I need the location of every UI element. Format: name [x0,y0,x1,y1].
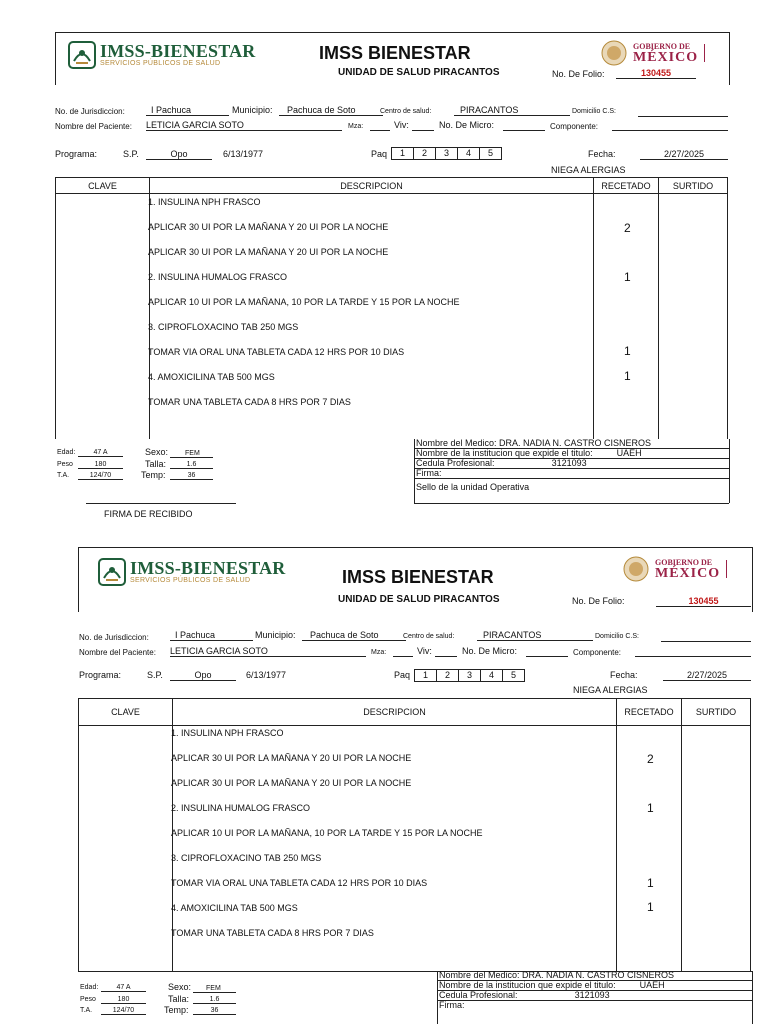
desc-line-2: APLICAR 30 UI POR LA MAÑANA Y 20 UI POR LA NOCHE [148,222,389,232]
talla-value: 1.6 [170,461,213,469]
opo-value: Opo [146,149,212,160]
paq-box-2: 2 [437,670,459,681]
temp-label: Temp: [164,1005,189,1015]
institucion-label: Nombre de la institucion que expide el titulo: [439,980,616,990]
desc-line-1: 1. INSULINA NPH FRASCO [171,728,284,738]
gob-line1: GOBIERNO DE [633,41,691,51]
viv-label: Viv: [417,646,432,656]
desc-line-7: TOMAR VIA ORAL UNA TABLETA CADA 12 HRS POR 10 DIAS [148,347,405,357]
paq-label: Paq [394,670,411,680]
firma-recibido: FIRMA DE RECIBIDO [104,509,193,519]
desc-line-6: 3. CIPROFLOXACINO TAB 250 MGS [148,322,299,332]
logo-tagline: SERVICIOS PÚBLICOS DE SALUD [100,60,221,67]
mza-value [393,656,413,657]
centro-value: PIRACANTOS [454,105,570,116]
opo-value: Opo [170,670,236,681]
centro-value: PIRACANTOS [477,630,593,641]
seal-icon [623,556,649,582]
doctor-name: Nombre del Medico: DRA. NADIA N. CASTRO CISNEROS [438,971,752,981]
fecha-value: 2/27/2025 [663,670,751,681]
municipio-value: Pachuca de Soto [279,105,383,116]
desc-line-5: APLICAR 10 UI POR LA MAÑANA, 10 POR LA TARDE Y 15 POR LA NOCHE [148,297,460,307]
paq-box-2: 2 [414,148,436,159]
alergias: NIEGA ALERGIAS [573,685,648,695]
domicilio-label: Domicilio C.S: [572,108,616,115]
desc-line-2: APLICAR 30 UI POR LA MAÑANA Y 20 UI POR LA NOCHE [171,753,412,763]
paq-box-1: 1 [392,148,414,159]
institucion-value: UAEH [616,448,642,458]
qty-3: 1 [647,876,654,890]
desc-line-6: 3. CIPROFLOXACINO TAB 250 MGS [171,853,322,863]
temp-label: Temp: [141,470,166,480]
temp-value: 36 [170,472,213,480]
municipio-label: Municipio: [232,105,273,115]
cedula-value: 3121093 [574,990,610,1000]
micro-value [526,656,568,657]
peso-value: 180 [101,996,146,1004]
qty-4: 1 [647,900,654,914]
fecha-value: 2/27/2025 [640,149,728,160]
edad-value: 47 A [101,984,146,992]
imss-logo [98,558,286,586]
paq-box-1: 1 [415,670,437,681]
micro-label: No. De Micro: [439,120,495,130]
nombre-label: Nombre del Paciente: [79,648,156,657]
viv-label: Viv: [394,120,409,130]
domicilio-label: Domicilio C.S: [595,633,639,640]
componente-label: Componente: [573,648,622,657]
edad-value: 47 A [78,449,123,457]
unit-name: UNIDAD DE SALUD PIRACANTOS [338,67,500,78]
peso-label: Peso [57,461,73,468]
fecha-label: Fecha: [610,670,638,680]
ta-value: 124/70 [101,1007,146,1015]
folio-value: 130455 [616,68,696,79]
desc-line-3: APLICAR 30 UI POR LA MAÑANA Y 20 UI POR LA NOCHE [171,778,412,788]
desc-line-5: APLICAR 10 UI POR LA MAÑANA, 10 POR LA TARDE Y 15 POR LA NOCHE [171,828,483,838]
fecha-label: Fecha: [588,149,616,159]
sello-label: Sello de la unidad Operativa [416,482,530,492]
centro-label: Centro de salud: [403,633,455,640]
sexo-label: Sexo: [168,982,192,992]
header-recetado: RECETADO [617,699,682,726]
logo-name: IMSS-BIENESTAR [130,558,286,578]
paq-box-4: 4 [481,670,503,681]
desc-line-8: 4. AMOXICILINA TAB 500 MGS [171,903,298,913]
temp-value: 36 [193,1007,236,1015]
paq-box-5: 5 [487,148,493,158]
programa-value: S.P. [147,670,163,680]
sexo-value: FEM [193,985,236,993]
desc-line-9: TOMAR UNA TABLETA CADA 8 HRS POR 7 DIAS [171,928,374,938]
qty-4: 1 [624,369,631,383]
folio-label: No. De Folio: [552,69,605,79]
folio-label: No. De Folio: [572,596,625,606]
edad-label: Edad: [80,984,99,991]
componente-value [635,656,751,657]
header-surtido: SURTIDO [659,178,728,194]
ta-label: T.A. [57,472,70,479]
mza-label: Mza: [371,649,387,656]
folio-value: 130455 [656,596,751,607]
desc-line-8: 4. AMOXICILINA TAB 500 MGS [148,372,275,382]
domicilio-value [661,641,751,642]
qty-2: 1 [647,801,654,815]
paq-label: Paq [371,149,388,159]
desc-line-4: 2. INSULINA HUMALOG FRASCO [148,272,288,282]
gob-line1: GOBIERNO DE [655,557,713,567]
firma-label: Firma: [439,1000,465,1010]
doctor-box [437,971,753,1024]
talla-label: Talla: [145,459,167,469]
cedula-label: Cedula Profesional: [416,458,495,468]
dob-value: 6/13/1977 [246,670,287,680]
programa-label: Programa: [79,670,122,680]
desc-line-9: TOMAR UNA TABLETA CADA 8 HRS POR 7 DIAS [148,397,351,407]
gob-line2: MÉXICO [655,565,721,581]
sexo-label: Sexo: [145,447,169,457]
sexo-value: FEM [170,450,213,458]
header-clave: CLAVE [79,699,173,726]
desc-line-7: TOMAR VIA ORAL UNA TABLETA CADA 12 HRS POR 10 DIAS [171,878,428,888]
peso-label: Peso [80,996,96,1003]
edad-label: Edad: [57,449,76,456]
qty-2: 1 [624,270,631,284]
paq-boxes [414,669,525,682]
municipio-label: Municipio: [255,630,296,640]
programa-label: Programa: [55,149,98,159]
mza-label: Mza: [348,123,364,130]
paq-box-4: 4 [458,148,480,159]
centro-label: Centro de salud: [380,108,432,115]
programa-value: S.P. [123,149,139,159]
talla-value: 1.6 [193,996,236,1004]
gob-line2: MÉXICO [633,49,699,65]
alergias: NIEGA ALERGIAS [551,165,626,175]
institucion-value: UAEH [639,980,665,990]
institucion-label: Nombre de la institucion que expide el titulo: [416,448,593,458]
doctor-name: Nombre del Medico: DRA. NADIA N. CASTRO CISNEROS [415,439,729,449]
jurisdiccion-value: I Pachuca [170,630,253,641]
header-descripcion: DESCRIPCION [173,699,617,726]
page-title: IMSS BIENESTAR [319,43,471,63]
desc-line-3: APLICAR 30 UI POR LA MAÑANA Y 20 UI POR LA NOCHE [148,247,389,257]
peso-value: 180 [78,461,123,469]
header-surtido: SURTIDO [682,699,751,726]
header-recetado: RECETADO [594,178,659,194]
jurisdiccion-value: I Pachuca [146,105,229,116]
micro-label: No. De Micro: [462,646,518,656]
ta-label: T.A. [80,1007,93,1014]
nombre-label: Nombre del Paciente: [55,122,132,131]
qty-1: 2 [647,752,654,766]
gobierno-mexico-logo [623,556,727,582]
header-clave: CLAVE [56,178,150,194]
logo-name: IMSS-BIENESTAR [100,41,256,61]
desc-line-4: 2. INSULINA HUMALOG FRASCO [171,803,311,813]
cedula-value: 3121093 [551,458,587,468]
qty-1: 2 [624,221,631,235]
paq-box-3: 3 [436,148,458,159]
componente-label: Componente: [550,122,599,131]
desc-line-1: 1. INSULINA NPH FRASCO [148,197,261,207]
imss-emblem-icon [98,558,126,586]
unit-name: UNIDAD DE SALUD PIRACANTOS [338,594,500,605]
viv-value [435,656,457,657]
nombre-value: LETICIA GARCIA SOTO [146,120,342,131]
jurisdiccion-label: No. de Jurisdiccion: [55,107,125,116]
ta-value: 124/70 [78,472,123,480]
paq-box-5: 5 [510,670,516,680]
qty-3: 1 [624,344,631,358]
dob-value: 6/13/1977 [223,149,264,159]
paq-box-3: 3 [459,670,481,681]
logo-tagline: SERVICIOS PÚBLICOS DE SALUD [130,577,251,584]
municipio-value: Pachuca de Soto [302,630,406,641]
nombre-value: LETICIA GARCIA SOTO [170,646,366,657]
header-descripcion: DESCRIPCION [150,178,594,194]
talla-label: Talla: [168,994,190,1004]
jurisdiccion-label: No. de Jurisdiccion: [79,633,149,642]
firma-label: Firma: [415,469,729,479]
page-title: IMSS BIENESTAR [342,567,494,587]
cedula-label: Cedula Profesional: [439,990,518,1000]
